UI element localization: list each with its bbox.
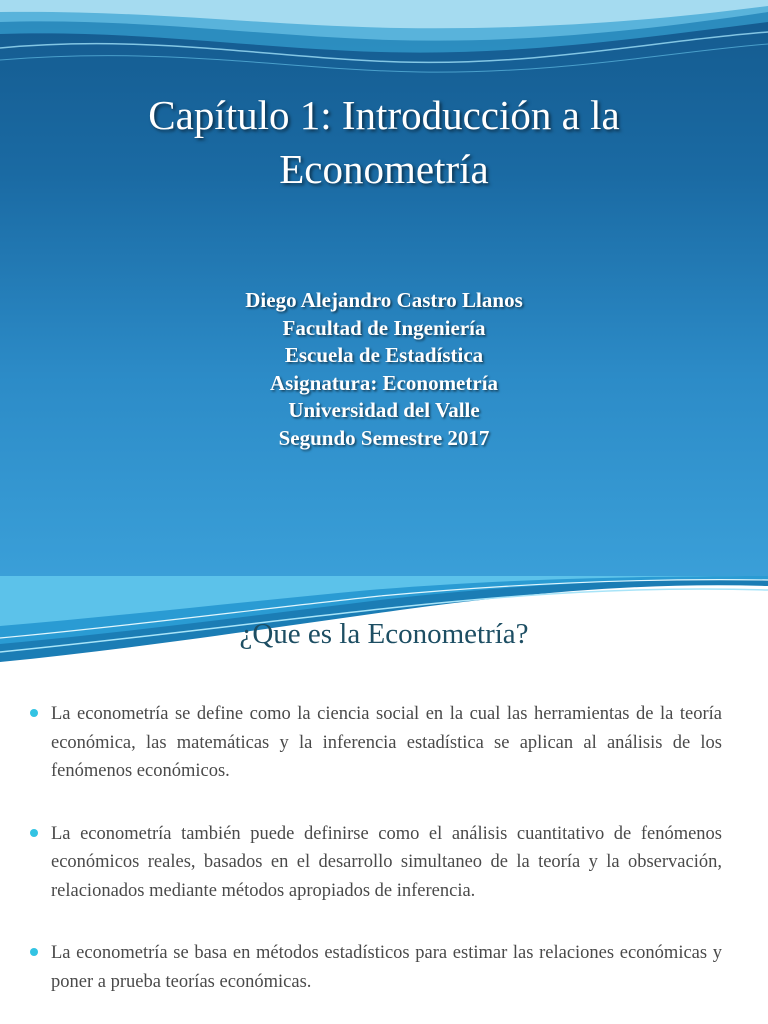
content-slide xyxy=(0,576,768,1024)
wave-decoration xyxy=(0,0,768,90)
slide-title xyxy=(40,88,728,196)
school: Escuela de Estadística xyxy=(284,343,484,367)
bullet-text: La econometría se define como la ciencia social en la cual las herramientas de la teoría económica, las matemáticas y la inferencia estadística se aplican al análisis de los fenómenos económicos. xyxy=(51,704,722,781)
slide-subtitle xyxy=(40,287,728,452)
slide-heading: ¿Que es la Econometría? xyxy=(239,618,529,650)
faculty: Facultad de Ingeniería xyxy=(282,315,486,340)
bullet-text: La econometría también puede definirse como el análisis cuantitativo de fenómenos económicos reales, basados en el desarrollo simultaneo de la teoría y la observación, relacionados mediante métodos apropiados de inferencia. xyxy=(51,823,722,901)
bullet-item xyxy=(28,820,722,906)
university: Universidad del Valle xyxy=(288,398,480,422)
bullet-item xyxy=(28,700,722,786)
course: Asignatura: Econometría xyxy=(269,370,499,395)
title-line: Econometría xyxy=(279,146,489,192)
author-name: Diego Alejandro Castro Llanos xyxy=(245,288,523,312)
bullet-icon xyxy=(30,829,38,837)
bullet-text: La econometría se basa en métodos estadísticos para estimar las relaciones económicas y poner a prueba teorías económicas. xyxy=(51,943,722,992)
semester: Segundo Semestre 2017 xyxy=(278,425,490,450)
bullet-list xyxy=(28,700,722,1024)
bullet-icon xyxy=(30,709,38,717)
bullet-item xyxy=(28,939,722,996)
title-line: Capítulo 1: Introducción a la xyxy=(148,92,620,138)
bullet-icon xyxy=(30,948,38,956)
